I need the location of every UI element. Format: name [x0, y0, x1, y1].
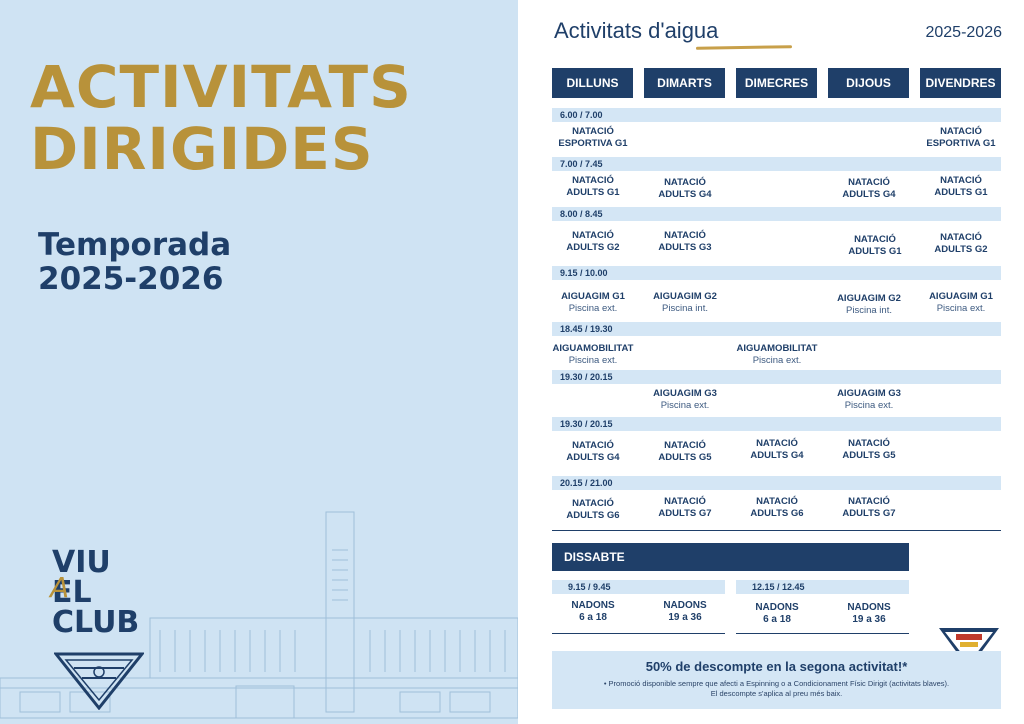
- time-slot-bar: 19.30 / 20.15: [552, 417, 1001, 431]
- class-cell: NATACIÓ ESPORTIVA G1: [926, 126, 996, 149]
- class-cell: NATACIÓ ADULTS G2: [566, 230, 620, 253]
- saturday-class-cell: NADONS 19 a 36: [663, 600, 707, 623]
- table-divider: [552, 530, 1001, 531]
- class-cell: AIGUAGIM G3 Piscina ext.: [653, 388, 717, 411]
- season-block: [38, 228, 231, 296]
- season-label: Temporada: [38, 227, 232, 263]
- saturday-class-cell: NADONS 6 a 18: [571, 600, 615, 623]
- cover-title: [30, 53, 412, 183]
- time-slot-bar: 20.15 / 21.00: [552, 476, 1001, 490]
- class-cell: NATACIÓ ADULTS G5: [658, 440, 712, 463]
- saturday-divider: [736, 633, 909, 634]
- class-cell: AIGUAGIM G1 Piscina ext.: [929, 291, 993, 314]
- saturday-divider: [552, 633, 725, 634]
- time-slot-bar: 18.45 / 19.30: [552, 322, 1001, 336]
- class-cell: NATACIÓ ADULTS G6: [566, 498, 620, 521]
- season-years: 2025-2026: [38, 261, 224, 297]
- class-cell: AIGUAGIM G1 Piscina ext.: [561, 291, 625, 314]
- class-cell: NATACIÓ ADULTS G3: [658, 230, 712, 253]
- saturday-slot2-bar: 12.15 / 12.45: [736, 580, 909, 594]
- time-slot-bar: 7.00 / 7.45: [552, 157, 1001, 171]
- page-title: Activitats d'aigua: [554, 18, 719, 43]
- time-slot-bar: 9.15 / 10.00: [552, 266, 1001, 280]
- day-header-wednesday: DIMECRES: [736, 68, 817, 98]
- title-underline: [696, 45, 792, 50]
- time-slot-bar: 8.00 / 8.45: [552, 207, 1001, 221]
- class-cell: NATACIÓ ADULTS G7: [658, 496, 712, 519]
- saturday-slot1-bar: 9.15 / 9.45: [552, 580, 725, 594]
- promo-box: [552, 651, 1001, 709]
- class-cell: AIGUAMOBILITAT Piscina ext.: [552, 343, 634, 366]
- saturday-header: DISSABTE: [552, 543, 909, 571]
- day-header-friday: DIVENDRES: [920, 68, 1001, 98]
- class-cell: NATACIÓ ADULTS G4: [750, 438, 804, 461]
- saturday-class-cell: NADONS 19 a 36: [847, 602, 891, 625]
- promo-title: 50% de descompte en la segona activitat!*: [645, 659, 908, 674]
- class-cell: NATACIÓ ADULTS G6: [750, 496, 804, 519]
- class-cell: NATACIÓ ADULTS G4: [842, 177, 896, 200]
- class-cell: NATACIÓ ADULTS G4: [566, 440, 620, 463]
- logo-line1: VIU: [52, 545, 111, 580]
- saturday-class-cell: NADONS 6 a 18: [755, 602, 799, 625]
- club-crest-icon: [54, 650, 144, 710]
- class-cell: NATACIÓ ADULTS G4: [658, 177, 712, 200]
- class-cell: AIGUAGIM G2 Piscina int.: [653, 291, 717, 314]
- class-cell: AIGUAGIM G2 Piscina int.: [837, 293, 901, 316]
- class-cell: NATACIÓ ADULTS G2: [934, 232, 988, 255]
- class-cell: NATACIÓ ADULTS G5: [842, 438, 896, 461]
- cover-title-line2: DIRIGIDES: [30, 115, 374, 183]
- class-cell: AIGUAGIM G3 Piscina ext.: [837, 388, 901, 411]
- day-header-tuesday: DIMARTS: [644, 68, 725, 98]
- class-cell: NATACIÓ ADULTS G1: [934, 175, 988, 198]
- cover-title-line1: ACTIVITATS: [30, 53, 412, 121]
- time-slot-bar: 19.30 / 20.15: [552, 370, 1001, 384]
- class-cell: AIGUAMOBILITAT Piscina ext.: [736, 343, 818, 366]
- logo-line2: EL A: [52, 578, 139, 608]
- day-header-monday: DILLUNS: [552, 68, 633, 98]
- time-slot-bar: 6.00 / 7.00: [552, 108, 1001, 122]
- class-cell: NATACIÓ ADULTS G1: [848, 234, 902, 257]
- class-cell: NATACIÓ ADULTS G1: [566, 175, 620, 198]
- promo-note: • Promoció disponible sempre que afecti a Espinning o a Condicionament Físic Dirigit (activitats blaves). El descompte s'aplica al preu més baix.: [603, 679, 950, 698]
- class-cell: NATACIÓ ESPORTIVA G1: [558, 126, 628, 149]
- viu-el-club-logo: [52, 545, 140, 640]
- day-header-thursday: DIJOUS: [828, 68, 909, 98]
- class-cell: NATACIÓ ADULTS G7: [842, 496, 896, 519]
- logo-line3: CLUB: [52, 605, 140, 640]
- schedule-panel: [518, 0, 1024, 724]
- page-year: 2025-2026: [925, 24, 1002, 41]
